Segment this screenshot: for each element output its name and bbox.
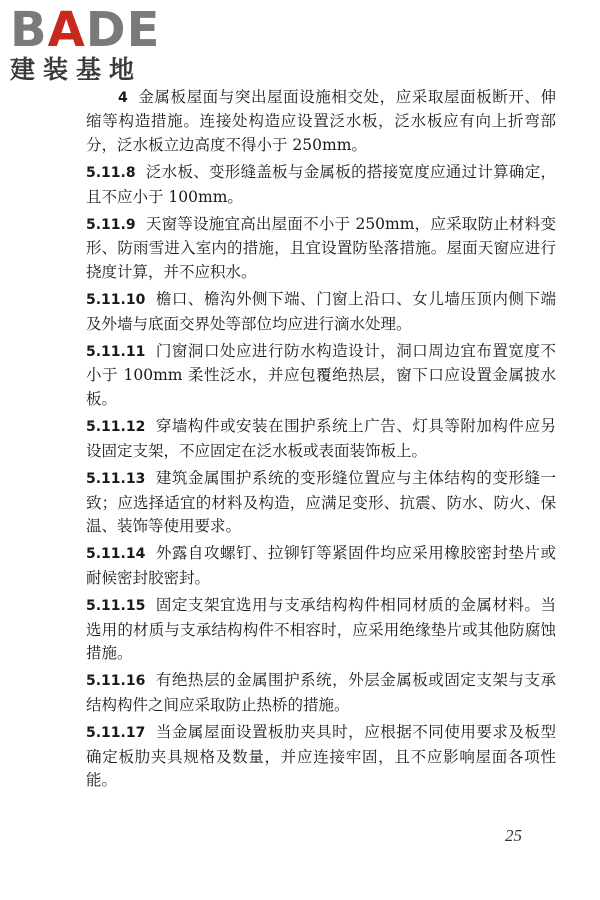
paragraph xyxy=(86,340,556,411)
paragraph xyxy=(86,669,556,717)
paragraph xyxy=(86,86,556,157)
clause-text: 有绝热层的金属围护系统，外层金属板或固定支架与支承结构构件之间应采取防止热桥的措施。 xyxy=(86,671,556,714)
paragraph xyxy=(86,594,556,665)
paragraph xyxy=(86,415,556,463)
clause-text: 天窗等设施宜高出屋面不小于 250mm，应采取防止材料变形、防雨雪进入室内的措施，且宜设置防坠落措施。屋面天窗应进行挠度计算，并不应积水。 xyxy=(86,215,556,281)
clause-text: 金属板屋面与突出屋面设施相交处，应采取屋面板断开、伸缩等构造措施。连接处构造应设置泛水板，泛水板应有向上折弯部分，泛水板立边高度不得小于 250mm。 xyxy=(86,88,556,154)
logo-wordmark xyxy=(10,4,180,56)
logo-letter-a: A xyxy=(47,2,86,58)
paragraph xyxy=(86,721,556,792)
clause-text: 外露自攻螺钉、拉铆钉等紧固件均应采用橡胶密封垫片或耐候密封胶密封。 xyxy=(86,544,556,587)
clause-number: 5.11.16 xyxy=(86,673,146,690)
document-body xyxy=(86,86,556,796)
clause-number: 5.11.11 xyxy=(86,344,146,361)
clause-text: 当金属屋面设置板肋夹具时，应根据不同使用要求及板型确定板肋夹具规格及数量，并应连接牢固，且不应影响屋面各项性能。 xyxy=(86,723,556,789)
clause-text: 檐口、檐沟外侧下端、门窗上沿口、女儿墙压顶内侧下端及外墙与底面交界处等部位均应进行滴水处理。 xyxy=(86,290,556,333)
paragraph xyxy=(86,288,556,336)
page-number: 25 xyxy=(505,826,522,845)
paragraph xyxy=(86,161,556,209)
paragraph xyxy=(86,213,556,284)
clause-number: 5.11.12 xyxy=(86,419,146,436)
clause-text: 泛水板、变形缝盖板与金属板的搭接宽度应通过计算确定，且不应小于 100mm。 xyxy=(86,163,556,206)
clause-number: 5.11.8 xyxy=(86,165,136,182)
paragraph xyxy=(86,467,556,538)
clause-number: 5.11.15 xyxy=(86,598,146,615)
clause-number: 5.11.9 xyxy=(86,217,136,234)
clause-text: 固定支架宜选用与支承结构构件相同材质的金属材料。当选用的材质与支承结构构件不相容时，应采用绝缘垫片或其他防腐蚀措施。 xyxy=(86,596,556,662)
paragraph xyxy=(86,542,556,590)
clause-number: 4 xyxy=(118,90,128,106)
clause-number: 5.11.10 xyxy=(86,292,146,309)
clause-text: 建筑金属围护系统的变形缝位置应与主体结构的变形缝一致；应选择适宜的材料及构造，应满足变形、抗震、防水、防火、保温、装饰等使用要求。 xyxy=(86,469,556,535)
clause-text: 穿墙构件或安装在围护系统上广告、灯具等附加构件应另设固定支架，不应固定在泛水板或表面装饰板上。 xyxy=(86,417,556,460)
logo-letters-de: DE xyxy=(85,2,161,58)
logo-subtitle: 建装基地 xyxy=(10,55,143,84)
logo-letter-b: B xyxy=(10,2,48,58)
clause-number: 5.11.17 xyxy=(86,725,146,742)
clause-number: 5.11.14 xyxy=(86,546,146,563)
brand-logo xyxy=(10,4,180,84)
clause-text: 门窗洞口处应进行防水构造设计，洞口周边宜布置宽度不小于 100mm 柔性泛水，并应包覆绝热层，窗下口应设置金属披水板。 xyxy=(86,342,556,408)
clause-number: 5.11.13 xyxy=(86,471,146,488)
